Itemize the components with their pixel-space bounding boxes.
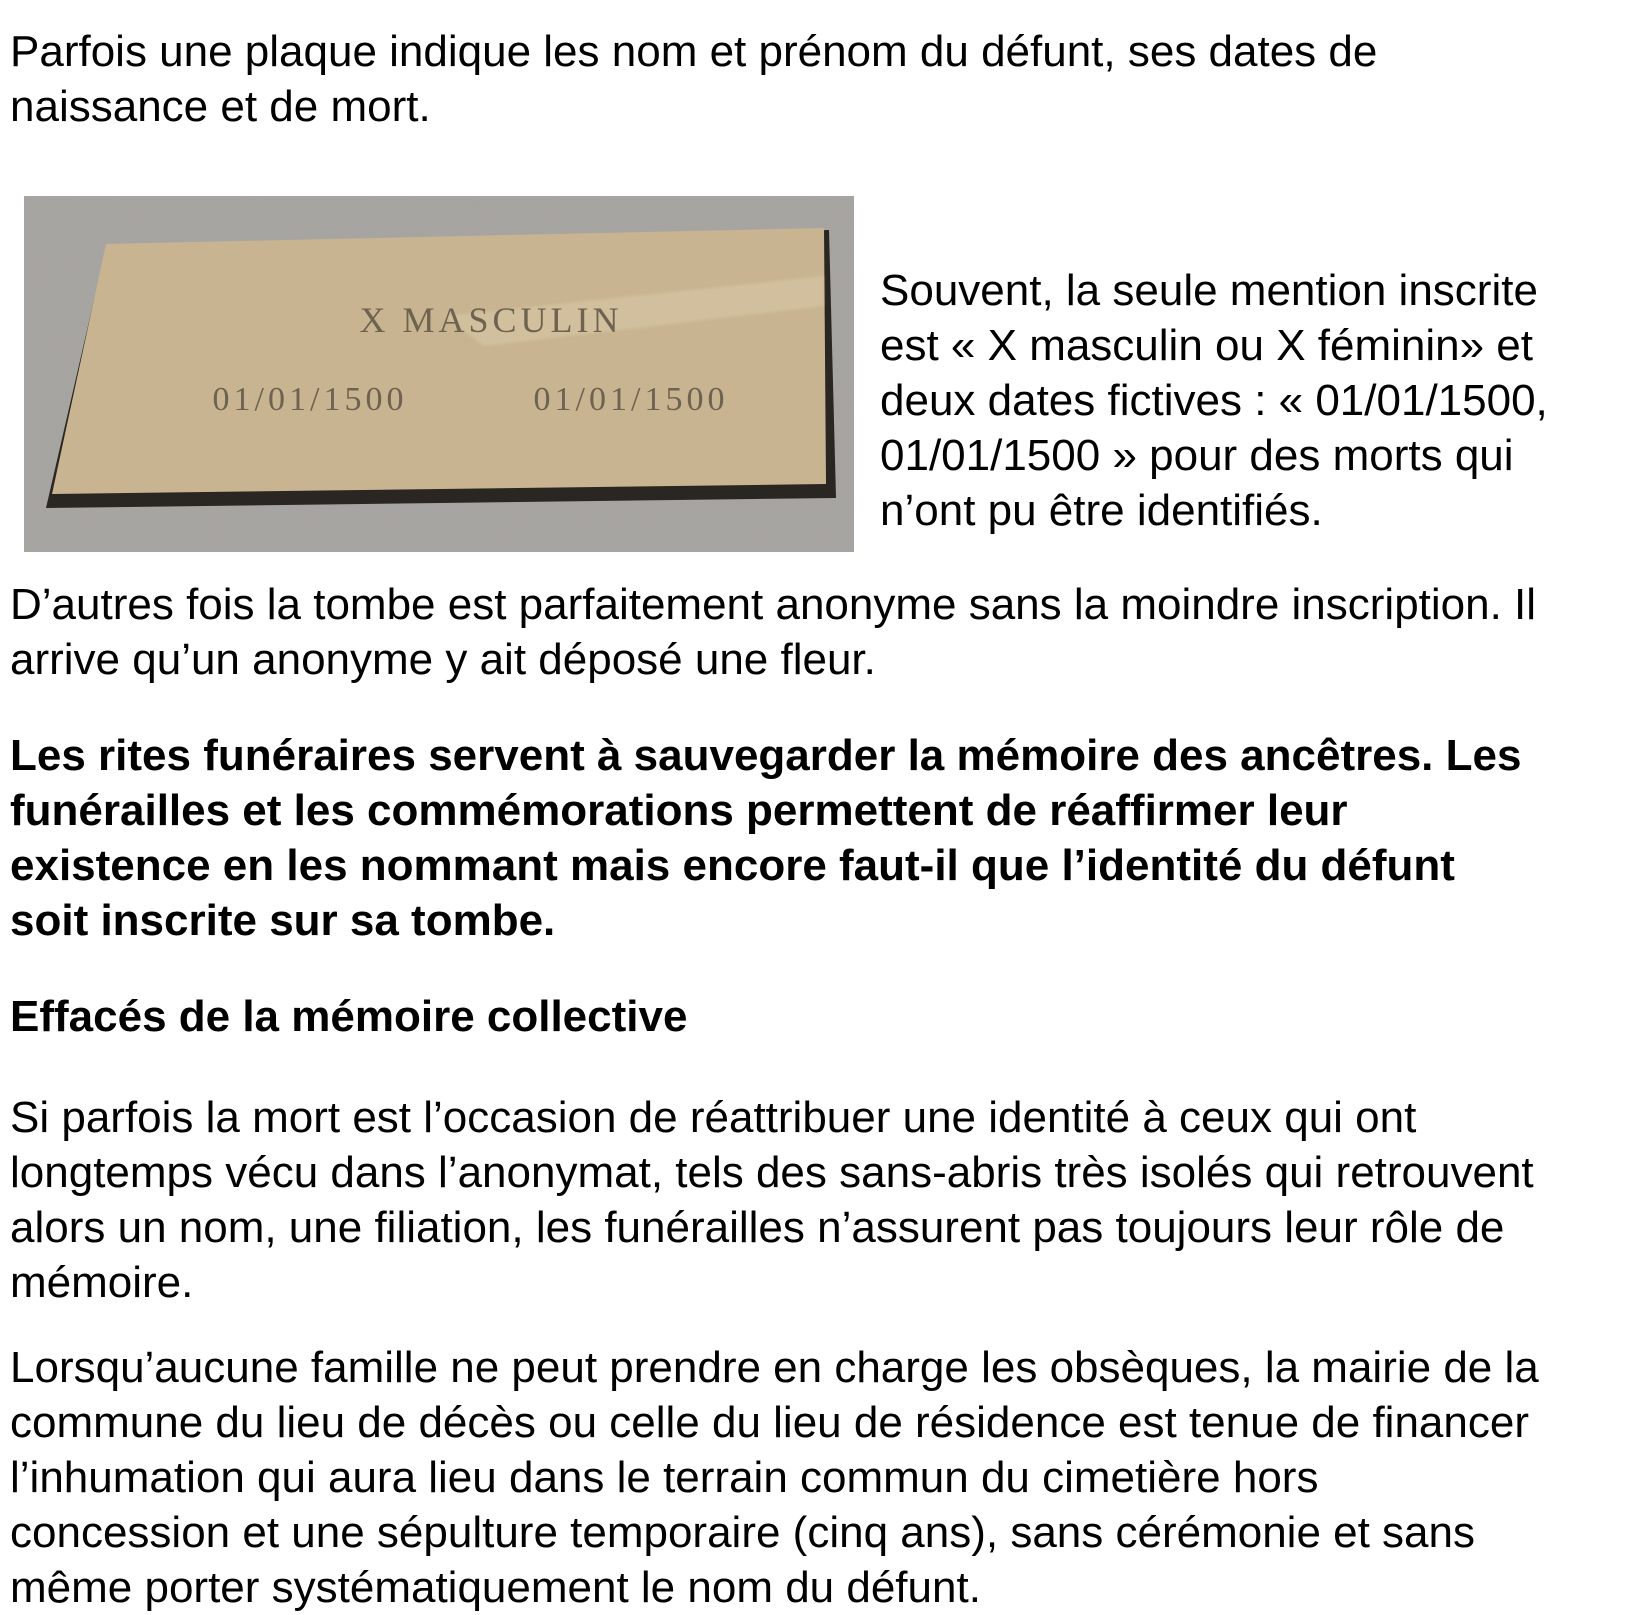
rites-paragraph: Les rites funéraires servent à sauvegarder la mémoire des ancêtres. Les funérailles et les commémorations permettent de réaffirmer leur existence en les nommant mais encore faut-il que l’identité du défunt soit inscrite sur sa tombe. [10,731,1522,945]
lorsqu-paragraph: Lorsqu’aucune famille ne peut prendre en charge les obsèques, la mairie de la commune du lieu de décès ou celle du lieu de résidence est tenue de financer l’inhumation qui aura lieu dans le terrain commun du cimetière hors concession et une sépulture temporaire (cinq ans), sans cérémonie et sans même porter systématiquement le nom du défunt. [10,1343,1539,1612]
anonymous-paragraph: D’autres fois la tombe est parfaitement anonyme sans la moindre inscription. Il arrive qu’un anonyme y ait déposé une fleur. [10,580,1537,684]
plaque-date-left: 01/01/1500 [212,381,408,418]
si-parfois-paragraph: Si parfois la mort est l’occasion de réattribuer une identité à ceux qui ont longtemps vécu dans l’anonymat, tels des sans-abris très isolés qui retrouvent alors un nom, une filiation, les funérailles n’assurent pas toujours leur rôle de mémoire. [10,1093,1534,1307]
plaque-name-line: X MASCULIN [359,300,623,340]
plaque-date-right: 01/01/1500 [533,381,729,418]
photo-caption: Souvent, la seule mention inscrite est « X masculin ou X féminin» et deux dates fictives : « 01/01/1500, 01/01/1500 » pour des morts qui n’ont pu être identifiés. [880,266,1548,535]
section-heading: Effacés de la mémoire collective [10,992,688,1041]
plaque-photo [24,196,854,552]
intro-paragraph: Parfois une plaque indique les nom et prénom du défunt, ses dates de naissance et de mort. [10,27,1378,131]
